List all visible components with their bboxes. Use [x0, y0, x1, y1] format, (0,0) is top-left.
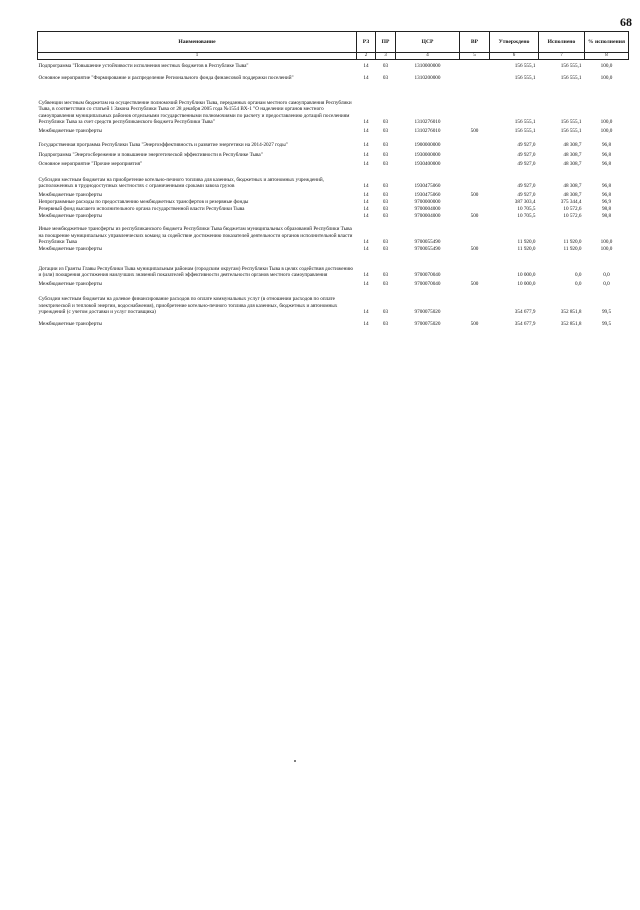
row-csr: 1930475060	[414, 192, 441, 199]
row-name: Межбюджетные трансферты	[38, 246, 103, 253]
row-csr: 9700075020	[414, 321, 441, 328]
table-row	[38, 60, 629, 70]
row-pr: 03	[382, 192, 389, 199]
row-pct: 99,5	[601, 321, 612, 328]
row-rz: 14	[363, 321, 369, 328]
row-approved: 49 927,0	[517, 183, 536, 190]
row-pct: 100,0	[600, 239, 613, 246]
row-approved: 49 927,0	[517, 142, 536, 149]
row-pr: 03	[382, 63, 389, 70]
row-vr	[460, 168, 490, 190]
row-rz: 14	[363, 75, 369, 82]
row-pr: 03	[382, 272, 389, 279]
row-executed: 0,0	[575, 272, 582, 279]
header-name: Наименование	[38, 32, 357, 53]
row-rz: 14	[363, 192, 369, 199]
row-pct: 100,0	[600, 128, 613, 135]
row-rz: 14	[363, 206, 369, 213]
row-name: Межбюджетные трансферты	[38, 321, 103, 328]
row-executed: 10 572,6	[563, 213, 582, 220]
row-executed: 11 920,0	[563, 239, 582, 246]
table-row	[38, 316, 629, 328]
table-row	[38, 190, 629, 199]
row-vr: 500	[470, 128, 479, 135]
header-vr: ВР	[460, 32, 490, 53]
row-vr	[460, 135, 490, 149]
row-approved: 10 705,5	[517, 206, 536, 213]
row-pct: 100,0	[600, 246, 613, 253]
table-row	[38, 206, 629, 213]
row-pr: 03	[382, 213, 389, 220]
row-pr: 03	[382, 309, 389, 316]
row-csr: 9700055490	[414, 246, 441, 253]
row-pct: 96,8	[601, 192, 612, 199]
header-pr: ПР	[376, 32, 396, 53]
row-executed: 48 308,7	[563, 142, 582, 149]
row-pct: 96,8	[601, 152, 612, 159]
row-executed: 48 308,7	[563, 183, 582, 190]
row-rz: 14	[363, 246, 369, 253]
row-pr: 03	[382, 142, 389, 149]
row-executed: 156 555,1	[560, 75, 582, 82]
row-pct: 96,8	[601, 161, 612, 168]
row-csr: 9700000000	[414, 199, 441, 206]
row-name: Подпрограмма "Энергосбережение и повышение энергетической эффективности в Республике Тыва"	[38, 152, 263, 159]
row-pct: 100,0	[600, 119, 613, 126]
row-rz: 14	[363, 142, 369, 149]
row-csr: 1310276010	[414, 119, 441, 126]
row-approved: 387 303,4	[514, 199, 536, 206]
row-vr: 500	[470, 246, 479, 253]
row-name: Субвенции местным бюджетам на осуществление полномочий Республики Тыва, переданных органам местного самоуправления Республики Тыва, в соответствии со статьей 1 Закона Республики Тыва от 28 декабря 2005 года №1554 ВХ-1 "О наделении органов местного самоуправления муниципальных районов отдельными государственными полномочиями по расчету и предоставлению дотаций поселениям Республики Тыва за счет средств республиканского бюджета Республики Тыва"	[38, 99, 352, 126]
table-header-row	[38, 32, 629, 53]
header-pct: % исполнения	[585, 32, 629, 53]
table-row	[38, 82, 629, 126]
column-number: 1	[38, 53, 357, 60]
row-approved: 10 705,5	[517, 213, 536, 220]
row-pr: 03	[382, 152, 389, 159]
column-number-row	[38, 53, 629, 60]
row-rz: 14	[363, 281, 369, 288]
row-vr	[460, 220, 490, 246]
row-executed: 352 851,8	[560, 309, 582, 316]
row-csr: 9700070040	[414, 281, 441, 288]
row-rz: 14	[363, 239, 369, 246]
row-approved: 49 927,0	[517, 152, 536, 159]
row-name: Межбюджетные трансферты	[38, 192, 103, 199]
row-name: Межбюджетные трансферты	[38, 128, 103, 135]
row-csr: 1930400000	[414, 161, 441, 168]
scan-speck	[294, 760, 296, 762]
row-csr: 1310000000	[414, 63, 441, 70]
row-rz: 14	[363, 63, 369, 70]
row-vr	[460, 159, 490, 168]
row-vr	[460, 149, 490, 159]
row-approved: 354 677,9	[514, 321, 536, 328]
row-pct: 96,9	[601, 199, 612, 206]
row-rz: 14	[363, 161, 369, 168]
table-row	[38, 159, 629, 168]
row-executed: 0,0	[575, 281, 582, 288]
row-name: Основное мероприятие "Формирование и распределение Регионального фонда финансовой поддержки поселений"	[38, 75, 294, 82]
row-pr: 03	[382, 183, 389, 190]
column-number: 3	[376, 53, 396, 60]
row-pr: 03	[382, 239, 389, 246]
row-csr: 1930000000	[414, 152, 441, 159]
row-approved: 49 927,0	[517, 161, 536, 168]
row-csr: 1900000000	[414, 142, 441, 149]
table-row	[38, 279, 629, 288]
table-row	[38, 288, 629, 316]
budget-table	[37, 31, 629, 328]
row-name: Непрограммные расходы по предоставлению межбюджетных трансфертов и резервные фонды	[38, 199, 249, 206]
row-name: Государственная программа Республики Тыва "Энергоэффективность и развитие энергетики на 2014-2027 годы"	[38, 142, 288, 149]
row-rz: 14	[363, 199, 369, 206]
row-name: Субсидии местным бюджетам на приобретение котельно-печного топлива для казенных, бюджетных и автономных учреждений, расположенных в труднодоступных местностях с ограниченными сроками завоза грузов	[38, 176, 324, 190]
row-pct: 99,5	[601, 309, 612, 316]
row-pr: 03	[382, 199, 389, 206]
row-vr: 500	[470, 281, 479, 288]
row-approved: 156 555,1	[514, 63, 536, 70]
row-pr: 03	[382, 321, 389, 328]
row-vr	[460, 288, 490, 316]
row-vr	[460, 70, 490, 82]
row-pr: 03	[382, 246, 389, 253]
table-row	[38, 126, 629, 135]
table-row	[38, 168, 629, 190]
row-pct: 96,8	[601, 183, 612, 190]
row-executed: 48 308,7	[563, 161, 582, 168]
row-pct: 98,8	[601, 213, 612, 220]
row-vr	[460, 199, 490, 206]
column-number: 2	[357, 53, 376, 60]
column-number: 8	[585, 53, 629, 60]
row-vr: 500	[470, 192, 479, 199]
table-row	[38, 199, 629, 206]
row-executed: 352 851,8	[560, 321, 582, 328]
row-vr	[460, 60, 490, 70]
column-number: 7	[539, 53, 585, 60]
row-rz: 14	[363, 152, 369, 159]
header-csr: ЦСР	[396, 32, 460, 53]
row-approved: 11 920,0	[517, 246, 536, 253]
row-pct: 98,8	[601, 206, 612, 213]
table-row	[38, 253, 629, 279]
row-vr	[460, 82, 490, 126]
row-name: Резервный фонд высшего исполнительного органа государственной власти Республики Тыва	[38, 206, 245, 213]
row-pct: 100,0	[600, 75, 613, 82]
row-vr	[460, 253, 490, 279]
row-approved: 49 927,0	[517, 192, 536, 199]
row-name: Дотации из Гранты Главы Республики Тыва муниципальным районам (городским округам) Республики Тыва в целях содействия достижению и (или) поощрения достижения наилучших значений показателей эффективности деятельности органов местного самоуправления	[38, 265, 354, 279]
row-executed: 11 920,0	[563, 246, 582, 253]
row-executed: 375 344,4	[560, 199, 582, 206]
row-pct: 100,0	[600, 63, 613, 70]
row-csr: 9700070040	[414, 272, 441, 279]
row-approved: 156 555,1	[514, 119, 536, 126]
row-rz: 14	[363, 272, 369, 279]
header-executed: Исполнено	[539, 32, 585, 53]
header-rz: РЗ	[357, 32, 376, 53]
row-pr: 03	[382, 206, 389, 213]
row-name: Иные межбюджетные трансферты из республиканского бюджета Республики Тыва бюджетам муниципальных образований Республики Тыва на поощрение муниципальных управленческих команд за содействие достижению показателей деятельности органов исполнительной власти Республики Тыва	[38, 226, 353, 246]
column-number: 6	[490, 53, 539, 60]
row-approved: 156 555,1	[514, 75, 536, 82]
row-name: Межбюджетные трансферты	[38, 281, 103, 288]
row-executed: 48 308,7	[563, 192, 582, 199]
row-approved: 10 000,0	[517, 281, 536, 288]
row-csr: 9700004000	[414, 213, 441, 220]
table-row	[38, 70, 629, 82]
table-row	[38, 220, 629, 246]
row-vr: 500	[470, 321, 479, 328]
column-number: 5	[460, 53, 490, 60]
row-pr: 03	[382, 75, 389, 82]
row-rz: 14	[363, 119, 369, 126]
row-csr: 1930475060	[414, 183, 441, 190]
row-pr: 03	[382, 161, 389, 168]
table-row	[38, 149, 629, 159]
table-body	[38, 60, 629, 328]
row-executed: 156 555,1	[560, 63, 582, 70]
row-rz: 14	[363, 183, 369, 190]
column-number: 4	[396, 53, 460, 60]
row-pr: 03	[382, 119, 389, 126]
table-row	[38, 246, 629, 253]
row-approved: 11 920,0	[517, 239, 536, 246]
row-approved: 156 555,1	[514, 128, 536, 135]
row-rz: 14	[363, 128, 369, 135]
row-executed: 48 308,7	[563, 152, 582, 159]
row-name: Межбюджетные трансферты	[38, 213, 103, 220]
table-row	[38, 213, 629, 220]
row-pr: 03	[382, 281, 389, 288]
row-pct: 0,0	[603, 272, 610, 279]
row-executed: 156 555,1	[560, 128, 582, 135]
row-rz: 14	[363, 309, 369, 316]
row-csr: 9700075020	[414, 309, 441, 316]
row-rz: 14	[363, 213, 369, 220]
row-approved: 354 677,9	[514, 309, 536, 316]
row-pct: 0,0	[603, 281, 610, 288]
row-csr: 9700055490	[414, 239, 441, 246]
row-vr	[460, 206, 490, 213]
row-name: Подпрограмма "Повышение устойчивости исполнения местных бюджетов в Республике Тыва"	[38, 63, 249, 70]
table-row	[38, 135, 629, 149]
row-executed: 10 572,6	[563, 206, 582, 213]
row-pr: 03	[382, 128, 389, 135]
row-name: Субсидии местным бюджетам на долевое финансирование расходов по оплате коммунальных услуг (в отношении расходов по оплате электрической и тепловой энергии, водоснабжения), приобретение котельно-печного топлива для казенных, бюджетных и автономных учреждений (с учетом доставки и услуг поставщика)	[38, 296, 338, 316]
header-approved: Утверждено	[490, 32, 539, 53]
page-number: 68	[620, 15, 632, 29]
row-pct: 96,8	[601, 142, 612, 149]
row-csr: 1310200000	[414, 75, 441, 82]
row-name: Основное мероприятие "Прочие мероприятия"	[38, 161, 143, 168]
row-csr: 9700004000	[414, 206, 441, 213]
row-csr: 1310276010	[414, 128, 441, 135]
row-executed: 156 555,1	[560, 119, 582, 126]
row-vr: 500	[470, 213, 479, 220]
row-approved: 10 000,0	[517, 272, 536, 279]
